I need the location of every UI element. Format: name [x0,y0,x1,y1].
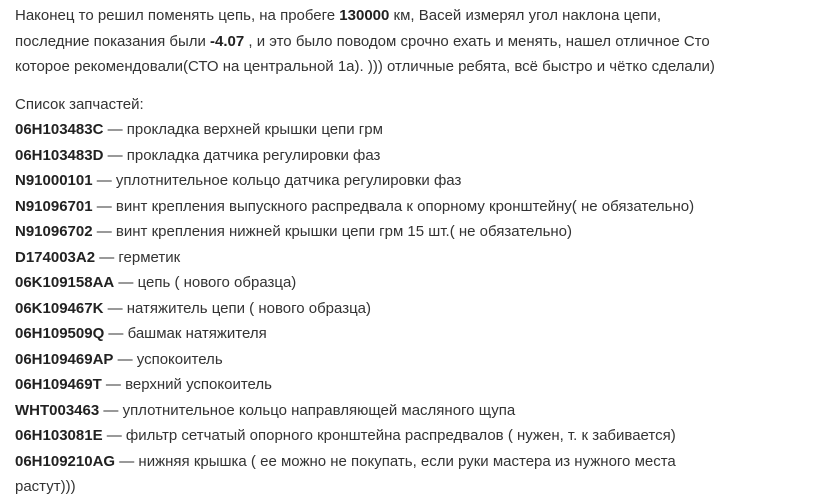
list-item [15,423,815,449]
intro-text-2: км, Васей измерял угол наклона цепи, [389,7,662,24]
mileage-value: 130000 [339,7,390,24]
part-code: 06H109210AG [15,452,116,470]
list-item [15,296,815,322]
list-item [15,143,815,169]
separator: — [99,401,123,419]
part-code: D174003A2 [15,248,96,266]
list-item [15,347,815,373]
separator: — [102,427,126,444]
part-code: 06H109469AP [15,350,114,368]
part-code: N91096701 [15,197,93,215]
list-item [15,168,815,194]
part-code: 06H103483D [15,146,104,164]
separator: — [113,350,137,368]
separator: — [103,299,127,317]
part-description: уплотнительное кольцо направляющей масляного щупа [122,401,516,419]
separator: — [101,376,126,393]
part-code: 06H103081E [15,427,103,444]
part-description: цепь ( нового образца) [137,274,297,291]
part-code: 06K109467K [15,299,104,317]
separator: — [92,197,116,215]
intro-text-4: , и это было поводом срочно ехать и менять, нашел отличное Сто [244,32,710,50]
part-description: натяжитель цепи ( нового образца) [126,299,372,317]
intro-text-3: последние показания были [15,32,211,50]
list-item [15,321,815,347]
part-code: N91096702 [15,223,93,240]
part-description: уплотнительное кольцо датчика регулировки фаз [115,172,462,189]
separator: — [114,274,138,291]
list-item [15,372,815,398]
list-item [15,117,815,143]
intro-paragraph [15,3,815,80]
part-description: башмак натяжителя [127,325,267,342]
list-item [15,194,815,220]
part-description: нижняя крышка ( ее можно не покупать, если руки мастера из нужного места [138,452,676,470]
part-description: винт крепления нижней крышки цепи грм 15 шт.( не обязательно) [115,223,573,240]
part-description: успокоитель [136,350,223,368]
separator: — [104,325,128,342]
part-code: 06H103483C [15,121,104,138]
separator: — [103,146,127,164]
part-description: растут))) [15,478,76,495]
separator: — [115,452,139,470]
separator: — [95,248,119,266]
part-code: 06H109469T [15,376,102,393]
part-description: винт крепления выпускного распредвала к опорному кронштейну( не обязательно) [115,197,695,215]
part-code: 06K109158AA [15,274,115,291]
part-description: верхний успокоитель [125,376,272,393]
part-code: WHT003463 [15,401,100,419]
part-description: прокладка верхней крышки цепи грм [126,121,383,138]
list-item [15,219,815,245]
list-item [15,245,815,271]
angle-value: -4.07 [210,32,245,50]
separator: — [103,121,127,138]
list-item [15,398,815,424]
parts-list [15,117,815,500]
list-item [15,270,815,296]
intro-text-5: которое рекомендовали(СТО на центральной 1а). ))) отличные ребята, всё быстро и чётко сделали) [15,58,715,75]
separator: — [92,223,116,240]
part-description: фильтр сетчатый опорного кронштейна распредвалов ( нужен, т. к забивается) [125,427,676,444]
part-description: герметик [118,248,181,266]
part-code: N91000101 [15,172,93,189]
part-description: прокладка датчика регулировки фаз [126,146,381,164]
part-code: 06H109509Q [15,325,105,342]
parts-heading: Список запчастей: [15,95,144,113]
list-item-continuation [15,474,815,500]
separator: — [92,172,116,189]
intro-text-1: Наконец то решил поменять цепь, на пробеге [15,7,340,24]
list-item [15,449,815,475]
